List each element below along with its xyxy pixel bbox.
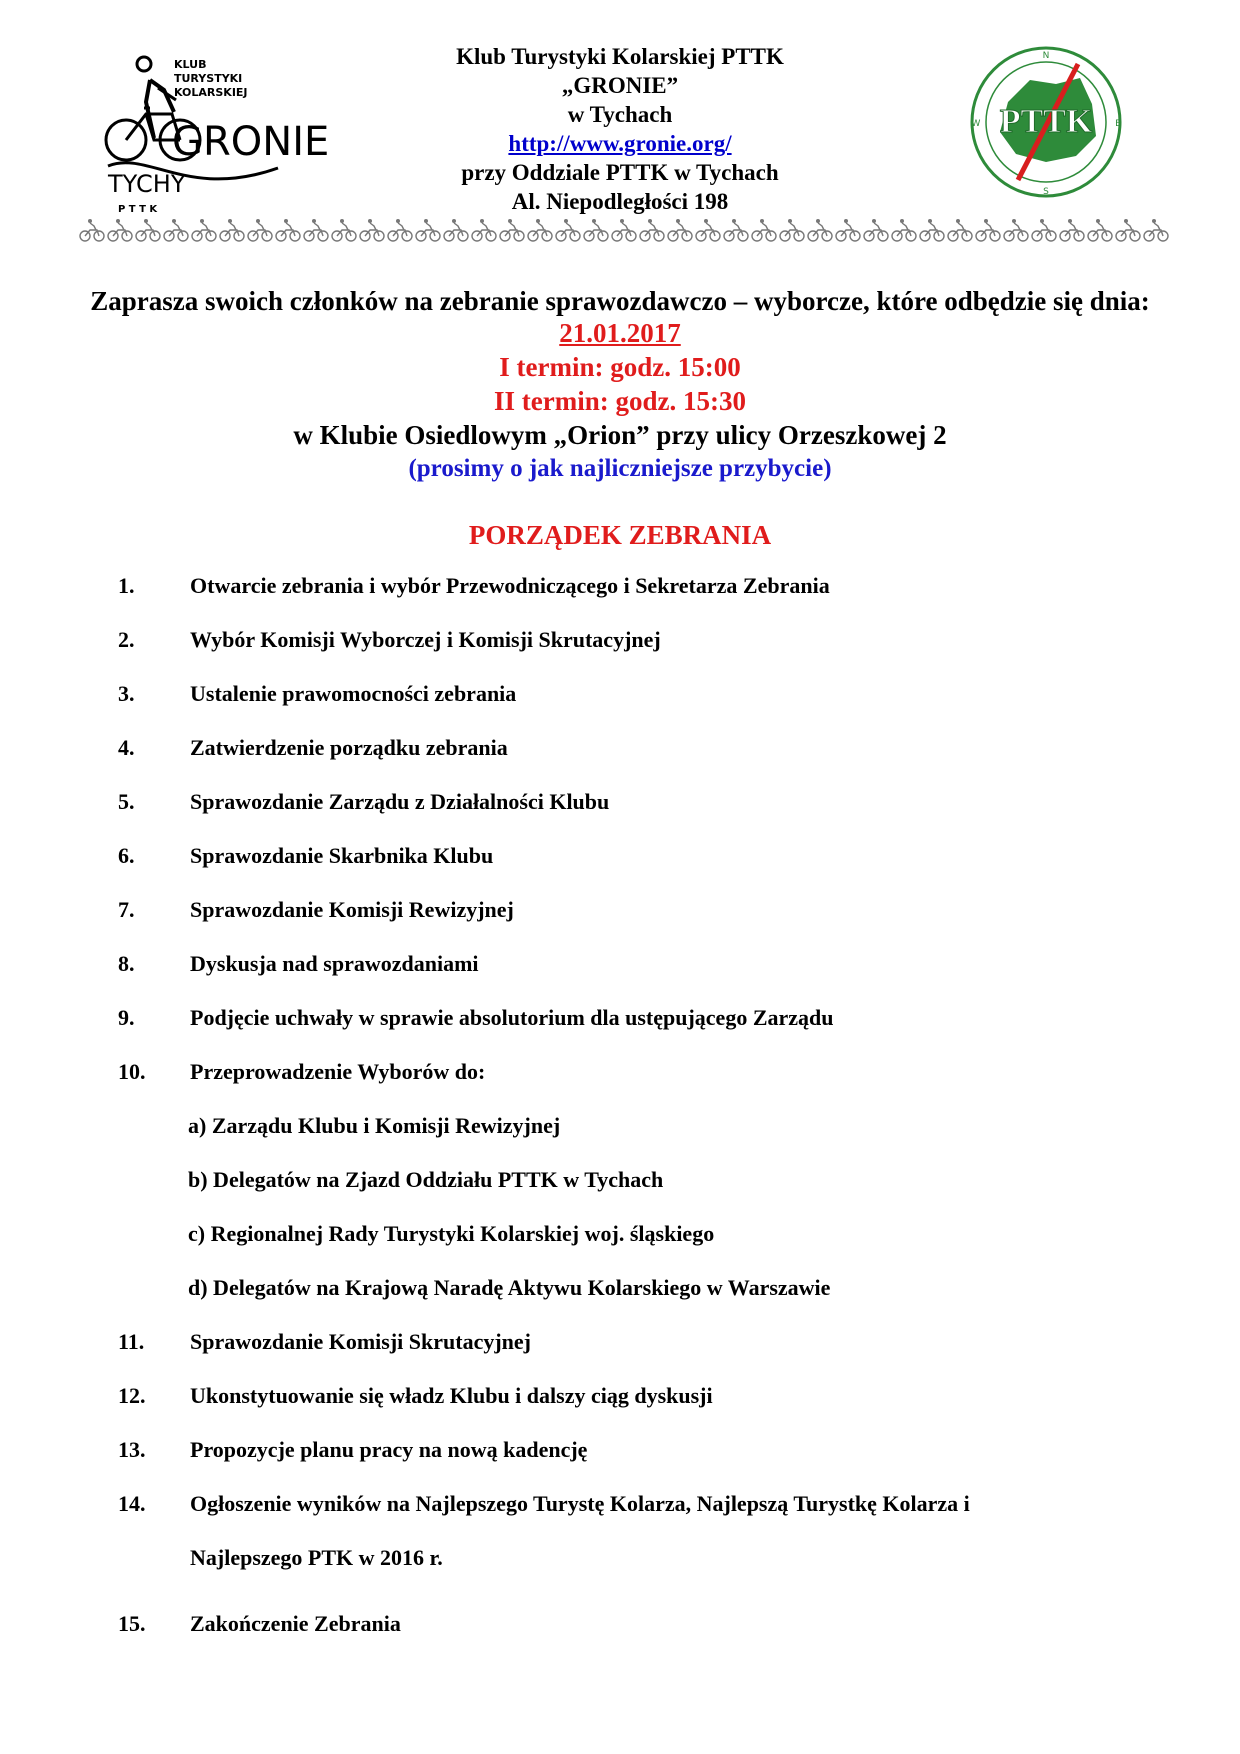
pttk-logo	[968, 44, 1124, 200]
attendance-request: (prosimy o jak najliczniejsze przybycie)	[408, 455, 832, 482]
list-item	[0, 571, 1240, 601]
item-text: Otwarcie zebrania i wybór Przewodniczącego i Sekretarza Zebrania	[190, 573, 830, 598]
invitation-text: Zaprasza swoich członków na zebranie sprawozdawczo – wyborcze, które odbędzie się dnia:	[90, 286, 1150, 316]
small-cyclist-icon	[416, 219, 440, 241]
club-address: Al. Niepodległości 198	[511, 189, 729, 214]
item-number: 8.	[118, 951, 135, 976]
item-number: 6.	[118, 843, 135, 868]
small-cyclist-icon	[1088, 219, 1112, 241]
small-cyclist-icon	[836, 219, 860, 241]
club-city: w Tychach	[567, 102, 673, 127]
small-cyclist-icon	[1004, 219, 1028, 241]
small-cyclist-icon	[500, 219, 524, 241]
small-cyclist-icon	[332, 219, 356, 241]
item-number: 7.	[118, 897, 135, 922]
item-number: 12.	[118, 1383, 146, 1408]
small-cyclist-icon	[1144, 219, 1168, 241]
list-item	[0, 733, 1240, 763]
pttk-logo-text: PTTK	[999, 103, 1093, 140]
small-cyclist-icon	[892, 219, 916, 241]
item-text: Przeprowadzenie Wyborów do:	[190, 1059, 486, 1084]
item-text: Sprawozdanie Komisji Skrutacyjnej	[190, 1329, 531, 1354]
item-text: Ogłoszenie wyników na Najlepszego Turystę Kolarza, Najlepszą Turystkę Kolarza i	[190, 1491, 970, 1516]
item-number: 11.	[118, 1329, 145, 1354]
small-cyclist-icon	[388, 219, 412, 241]
website-link[interactable]: http://www.gronie.org/	[508, 131, 732, 156]
item-text: Podjęcie uchwały w sprawie absolutorium dla ustępującego Zarządu	[190, 1005, 834, 1030]
meeting-date: 21.01.2017	[559, 318, 681, 348]
small-cyclist-icon	[248, 219, 272, 241]
item-number: 10.	[118, 1059, 146, 1084]
compass-e: E	[1115, 119, 1121, 129]
list-item	[0, 895, 1240, 925]
small-cyclist-icon	[864, 219, 888, 241]
parent-branch: przy Oddziale PTTK w Tychach	[461, 160, 779, 185]
list-item	[0, 1003, 1240, 1033]
logo-line3: KOLARSKIEJ	[174, 86, 248, 99]
item-number: 15.	[118, 1611, 146, 1636]
list-subitem	[0, 1165, 1240, 1195]
first-term: I termin: godz. 15:00	[499, 352, 741, 382]
item-text: Zakończenie Zebrania	[190, 1611, 401, 1636]
small-cyclist-icon	[472, 219, 496, 241]
item-text: Sprawozdanie Zarządu z Działalności Klubu	[190, 789, 610, 814]
small-cyclist-icon	[976, 219, 1000, 241]
gronie-logo	[88, 50, 330, 220]
item-number: 1.	[118, 573, 135, 598]
item-number: 3.	[118, 681, 135, 706]
club-header	[400, 42, 840, 216]
small-cyclist-icon	[752, 219, 776, 241]
item-number: 2.	[118, 627, 135, 652]
logo-name: GRONIE	[172, 119, 330, 165]
small-cyclist-icon	[780, 219, 804, 241]
item-number: 9.	[118, 1005, 135, 1030]
small-cyclist-icon	[276, 219, 300, 241]
item-text: Najlepszego PTK w 2016 r.	[190, 1545, 443, 1570]
compass-w: W	[971, 119, 981, 129]
list-subitem	[0, 1273, 1240, 1303]
list-item	[0, 1057, 1240, 1087]
small-cyclist-icon	[80, 219, 104, 241]
list-item	[0, 1327, 1240, 1357]
list-subitem	[0, 1219, 1240, 1249]
list-item	[0, 679, 1240, 709]
small-cyclist-icon	[668, 219, 692, 241]
item-number: 4.	[118, 735, 135, 760]
small-cyclist-icon	[304, 219, 328, 241]
list-subitem	[0, 1111, 1240, 1141]
small-cyclist-icon	[1032, 219, 1056, 241]
item-text: Dyskusja nad sprawozdaniami	[190, 951, 479, 976]
item-text: Propozycje planu pracy na nową kadencję	[190, 1437, 588, 1462]
small-cyclist-icon	[528, 219, 552, 241]
small-cyclist-icon	[724, 219, 748, 241]
item-number: 13.	[118, 1437, 146, 1462]
item-text: Zatwierdzenie porządku zebrania	[190, 735, 508, 760]
compass-s: S	[1043, 187, 1049, 197]
small-cyclist-icon	[360, 219, 384, 241]
list-item	[0, 949, 1240, 979]
small-cyclist-icon	[612, 219, 636, 241]
list-item	[0, 1435, 1240, 1465]
list-item-continuation	[0, 1543, 1240, 1573]
logo-line1: KLUB	[174, 58, 207, 71]
club-quoted-name: „GRONIE”	[561, 73, 679, 98]
item-text: d) Delegatów na Krajową Naradę Aktywu Kolarskiego w Warszawie	[188, 1275, 831, 1300]
item-text: Ustalenie prawomocności zebrania	[190, 681, 517, 706]
list-item	[0, 625, 1240, 655]
pttk-compass-logo-icon	[968, 44, 1124, 200]
small-cyclist-icon	[584, 219, 608, 241]
list-item	[0, 1609, 1240, 1639]
list-item	[0, 1381, 1240, 1411]
second-term: II termin: godz. 15:30	[494, 386, 746, 416]
item-number: 5.	[118, 789, 135, 814]
small-cyclist-icon	[640, 219, 664, 241]
small-cyclist-icon	[108, 219, 132, 241]
logo-line2: TURYSTYKI	[174, 72, 243, 85]
small-cyclist-icon	[556, 219, 580, 241]
small-cyclist-icon	[948, 219, 972, 241]
small-cyclist-icon	[920, 219, 944, 241]
small-cyclist-icon	[164, 219, 188, 241]
item-text: Wybór Komisji Wyborczej i Komisji Skrutacyjnej	[190, 627, 661, 652]
cyclist-border-icon	[80, 218, 1170, 246]
small-cyclist-icon	[808, 219, 832, 241]
item-text: a) Zarządu Klubu i Komisji Rewizyjnej	[188, 1113, 561, 1138]
compass-n: N	[1042, 51, 1050, 61]
small-cyclist-icon	[444, 219, 468, 241]
small-cyclist-icon	[1116, 219, 1140, 241]
list-item	[0, 1489, 1240, 1519]
agenda-title: PORZĄDEK ZEBRANIA	[468, 520, 772, 550]
meeting-venue: w Klubie Osiedlowym „Orion” przy ulicy Orzeszkowej 2	[293, 420, 947, 450]
item-text: b) Delegatów na Zjazd Oddziału PTTK w Tychach	[188, 1167, 664, 1192]
club-name: Klub Turystyki Kolarskiej PTTK	[456, 44, 784, 69]
cyclist-border	[80, 218, 1170, 246]
small-cyclist-icon	[1060, 219, 1084, 241]
logo-city: TYCHY	[108, 170, 186, 198]
list-item	[0, 841, 1240, 871]
small-cyclist-icon	[192, 219, 216, 241]
cyclist-logo-icon	[88, 50, 330, 220]
logo-org: P T T K	[118, 204, 158, 215]
small-cyclist-icon	[696, 219, 720, 241]
small-cyclist-icon	[220, 219, 244, 241]
item-text: Sprawozdanie Skarbnika Klubu	[190, 843, 494, 868]
item-text: Ukonstytuowanie się władz Klubu i dalszy ciąg dyskusji	[190, 1383, 713, 1408]
item-text: Sprawozdanie Komisji Rewizyjnej	[190, 897, 514, 922]
list-item	[0, 787, 1240, 817]
item-number: 14.	[118, 1491, 146, 1516]
item-text: c) Regionalnej Rady Turystyki Kolarskiej woj. śląskiego	[188, 1221, 715, 1246]
small-cyclist-icon	[136, 219, 160, 241]
